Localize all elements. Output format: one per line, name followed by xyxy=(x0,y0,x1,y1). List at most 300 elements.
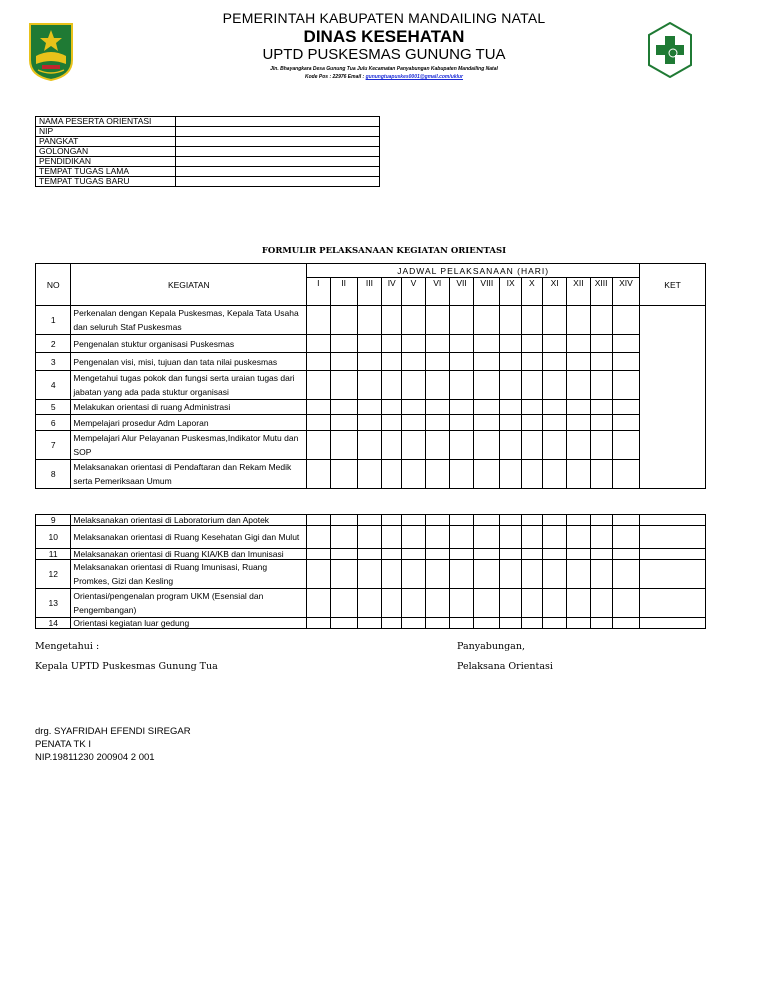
schedule-cell[interactable] xyxy=(382,306,402,335)
schedule-cell[interactable] xyxy=(402,353,425,371)
schedule-cell[interactable] xyxy=(567,526,590,549)
identity-label: NIP xyxy=(36,127,176,137)
signer-rank: PENATA TK I xyxy=(35,739,91,750)
schedule-cell[interactable] xyxy=(521,618,542,629)
activity-row xyxy=(36,515,706,526)
schedule-cell[interactable] xyxy=(474,618,500,629)
activity-name: Mengetahui tugas pokok dan fungsi serta uraian tugas dari jabatan yang ada pada stuktur organisasi xyxy=(71,371,307,400)
schedule-cell[interactable] xyxy=(474,549,500,560)
schedule-cell[interactable] xyxy=(542,400,566,415)
schedule-cell[interactable] xyxy=(612,431,639,460)
header-address: Jln. Bhayangkara Desa Gunung Tua Julu Kecamatan Panyabungan Kabupaten Mandailing Natal xyxy=(270,66,498,72)
schedule-cell[interactable] xyxy=(521,560,542,589)
email-link[interactable]: gunungtuapuskes0001@gmail.com/uklur xyxy=(365,74,463,80)
schedule-cell[interactable] xyxy=(425,589,449,618)
activity-table-part1 xyxy=(35,263,706,489)
schedule-cell[interactable] xyxy=(521,515,542,526)
schedule-cell[interactable] xyxy=(521,431,542,460)
identity-label: PENDIDIKAN xyxy=(36,157,176,167)
schedule-cell[interactable] xyxy=(402,335,425,353)
schedule-cell[interactable] xyxy=(567,618,590,629)
day-header: VII xyxy=(449,278,473,306)
schedule-cell[interactable] xyxy=(402,415,425,431)
schedule-cell[interactable] xyxy=(330,431,357,460)
schedule-cell[interactable] xyxy=(612,460,639,489)
identity-value[interactable] xyxy=(176,147,380,157)
schedule-cell[interactable] xyxy=(474,371,500,400)
schedule-cell[interactable] xyxy=(521,353,542,371)
schedule-cell[interactable] xyxy=(357,549,381,560)
schedule-cell[interactable] xyxy=(542,353,566,371)
schedule-cell[interactable] xyxy=(330,515,357,526)
activity-row xyxy=(36,431,706,460)
schedule-cell[interactable] xyxy=(357,306,381,335)
schedule-cell[interactable] xyxy=(500,618,521,629)
schedule-cell[interactable] xyxy=(542,415,566,431)
schedule-cell[interactable] xyxy=(357,371,381,400)
schedule-cell[interactable] xyxy=(307,306,330,335)
activity-no: 9 xyxy=(36,515,71,526)
schedule-cell[interactable] xyxy=(542,515,566,526)
schedule-cell[interactable] xyxy=(542,589,566,618)
schedule-cell[interactable] xyxy=(402,431,425,460)
schedule-cell[interactable] xyxy=(521,335,542,353)
schedule-cell[interactable] xyxy=(449,515,473,526)
activity-no: 4 xyxy=(36,371,71,400)
schedule-cell[interactable] xyxy=(474,560,500,589)
schedule-cell[interactable] xyxy=(425,353,449,371)
schedule-cell[interactable] xyxy=(382,460,402,489)
schedule-cell[interactable] xyxy=(382,415,402,431)
signer-name: drg. SYAFRIDAH EFENDI SIREGAR xyxy=(35,726,191,737)
schedule-cell[interactable] xyxy=(542,306,566,335)
schedule-cell[interactable] xyxy=(567,415,590,431)
activity-row xyxy=(36,560,706,589)
schedule-cell[interactable] xyxy=(330,560,357,589)
schedule-cell[interactable] xyxy=(402,618,425,629)
schedule-cell[interactable] xyxy=(307,515,330,526)
identity-label: NAMA PESERTA ORIENTASI xyxy=(36,117,176,127)
activity-row xyxy=(36,589,706,618)
schedule-cell[interactable] xyxy=(449,589,473,618)
activity-table-part2 xyxy=(35,514,706,629)
identity-row xyxy=(36,127,380,137)
schedule-cell[interactable] xyxy=(449,306,473,335)
schedule-cell[interactable] xyxy=(330,306,357,335)
activity-row xyxy=(36,526,706,549)
schedule-cell[interactable] xyxy=(382,371,402,400)
col-ket-header: KET xyxy=(640,264,706,306)
identity-label: TEMPAT TUGAS BARU xyxy=(36,177,176,187)
activity-no: 11 xyxy=(36,549,71,560)
schedule-cell[interactable] xyxy=(382,560,402,589)
schedule-cell[interactable] xyxy=(425,335,449,353)
schedule-cell[interactable] xyxy=(357,335,381,353)
header-government: PEMERINTAH KABUPATEN MANDAILING NATAL xyxy=(222,10,546,26)
schedule-cell[interactable] xyxy=(357,460,381,489)
schedule-cell[interactable] xyxy=(612,306,639,335)
schedule-cell[interactable] xyxy=(474,526,500,549)
activity-name: Pengenalan stuktur organisasi Puskesmas xyxy=(71,335,307,353)
schedule-cell[interactable] xyxy=(402,526,425,549)
schedule-cell[interactable] xyxy=(590,335,612,353)
schedule-cell[interactable] xyxy=(449,371,473,400)
schedule-cell[interactable] xyxy=(402,549,425,560)
identity-value[interactable] xyxy=(176,157,380,167)
identity-row xyxy=(36,167,380,177)
schedule-cell[interactable] xyxy=(474,589,500,618)
header-department: DINAS KESEHATAN xyxy=(303,27,465,46)
schedule-cell[interactable] xyxy=(357,589,381,618)
schedule-cell[interactable] xyxy=(425,306,449,335)
day-header: X xyxy=(521,278,542,306)
schedule-cell[interactable] xyxy=(542,335,566,353)
schedule-cell[interactable] xyxy=(449,400,473,415)
identity-value[interactable] xyxy=(176,137,380,147)
activity-row xyxy=(36,549,706,560)
activity-row xyxy=(36,400,706,415)
day-header: V xyxy=(402,278,425,306)
schedule-cell[interactable] xyxy=(612,549,639,560)
schedule-cell[interactable] xyxy=(612,400,639,415)
day-header: I xyxy=(307,278,330,306)
day-header: XI xyxy=(542,278,566,306)
schedule-cell[interactable] xyxy=(567,353,590,371)
activity-name: Melaksanakan orientasi di Laboratorium dan Apotek xyxy=(71,515,307,526)
schedule-cell[interactable] xyxy=(330,549,357,560)
schedule-cell[interactable] xyxy=(500,515,521,526)
activity-name: Mempelajari prosedur Adm Laporan xyxy=(71,415,307,431)
activity-name: Pengenalan visi, misi, tujuan dan tata nilai puskesmas xyxy=(71,353,307,371)
schedule-cell[interactable] xyxy=(500,589,521,618)
schedule-cell[interactable] xyxy=(307,549,330,560)
schedule-cell[interactable] xyxy=(521,400,542,415)
schedule-cell[interactable] xyxy=(382,515,402,526)
schedule-cell[interactable] xyxy=(449,560,473,589)
activity-no: 10 xyxy=(36,526,71,549)
day-header: III xyxy=(357,278,381,306)
schedule-cell[interactable] xyxy=(567,549,590,560)
schedule-cell[interactable] xyxy=(425,549,449,560)
schedule-cell[interactable] xyxy=(307,526,330,549)
schedule-cell[interactable] xyxy=(612,526,639,549)
schedule-cell[interactable] xyxy=(307,560,330,589)
activity-no: 12 xyxy=(36,560,71,589)
schedule-cell[interactable] xyxy=(330,589,357,618)
schedule-cell[interactable] xyxy=(425,460,449,489)
schedule-cell[interactable] xyxy=(307,618,330,629)
activity-row xyxy=(36,371,706,400)
schedule-cell[interactable] xyxy=(474,400,500,415)
schedule-cell[interactable] xyxy=(500,431,521,460)
schedule-cell[interactable] xyxy=(590,371,612,400)
schedule-cell[interactable] xyxy=(449,549,473,560)
schedule-cell[interactable] xyxy=(402,400,425,415)
day-header: IX xyxy=(500,278,521,306)
schedule-cell[interactable] xyxy=(449,335,473,353)
schedule-cell[interactable] xyxy=(449,415,473,431)
activity-name: Melaksanakan orientasi di Pendaftaran dan Rekam Medik serta Pemeriksaan Umum xyxy=(71,460,307,489)
activity-no: 2 xyxy=(36,335,71,353)
schedule-cell[interactable] xyxy=(567,560,590,589)
schedule-cell[interactable] xyxy=(382,431,402,460)
ket-cell[interactable] xyxy=(640,560,706,589)
schedule-cell[interactable] xyxy=(521,549,542,560)
header-unit: UPTD PUSKESMAS GUNUNG TUA xyxy=(262,46,506,63)
schedule-cell[interactable] xyxy=(612,618,639,629)
schedule-cell[interactable] xyxy=(567,460,590,489)
schedule-cell[interactable] xyxy=(449,526,473,549)
schedule-cell[interactable] xyxy=(402,306,425,335)
activity-no: 14 xyxy=(36,618,71,629)
activity-name: Orientasi kegiatan luar gedung xyxy=(71,618,307,629)
identity-row xyxy=(36,157,380,167)
day-header: IV xyxy=(382,278,402,306)
schedule-cell[interactable] xyxy=(590,560,612,589)
schedule-cell[interactable] xyxy=(330,335,357,353)
schedule-cell[interactable] xyxy=(449,353,473,371)
ket-cell[interactable] xyxy=(640,589,706,618)
activity-row xyxy=(36,460,706,489)
schedule-cell[interactable] xyxy=(425,618,449,629)
ket-cell[interactable] xyxy=(640,618,706,629)
day-header: XIII xyxy=(590,278,612,306)
signer-nip: NIP.19811230 200904 2 001 xyxy=(35,752,155,763)
activity-no: 7 xyxy=(36,431,71,460)
schedule-cell[interactable] xyxy=(330,371,357,400)
schedule-cell[interactable] xyxy=(567,515,590,526)
activity-no: 3 xyxy=(36,353,71,371)
schedule-cell[interactable] xyxy=(612,371,639,400)
activity-row xyxy=(36,335,706,353)
schedule-cell[interactable] xyxy=(590,400,612,415)
sign-right-title: Pelaksana Orientasi xyxy=(457,661,553,672)
schedule-cell[interactable] xyxy=(425,526,449,549)
schedule-cell[interactable] xyxy=(500,400,521,415)
activity-row xyxy=(36,618,706,629)
identity-table xyxy=(35,116,380,187)
schedule-cell[interactable] xyxy=(307,400,330,415)
schedule-cell[interactable] xyxy=(330,400,357,415)
schedule-cell[interactable] xyxy=(357,415,381,431)
schedule-cell[interactable] xyxy=(521,415,542,431)
schedule-cell[interactable] xyxy=(590,549,612,560)
schedule-cell[interactable] xyxy=(382,335,402,353)
activity-no: 13 xyxy=(36,589,71,618)
schedule-cell[interactable] xyxy=(402,460,425,489)
schedule-cell[interactable] xyxy=(425,431,449,460)
schedule-cell[interactable] xyxy=(474,306,500,335)
schedule-cell[interactable] xyxy=(521,589,542,618)
activity-name: Orientasi/pengenalan program UKM (Esensial dan Pengembangan) xyxy=(71,589,307,618)
schedule-cell[interactable] xyxy=(402,560,425,589)
identity-label: GOLONGAN xyxy=(36,147,176,157)
schedule-cell[interactable] xyxy=(567,400,590,415)
schedule-cell[interactable] xyxy=(590,431,612,460)
activity-no: 6 xyxy=(36,415,71,431)
schedule-cell[interactable] xyxy=(567,335,590,353)
schedule-cell[interactable] xyxy=(474,335,500,353)
activity-name: Melaksanakan orientasi di Ruang Imunisasi, Ruang Promkes, Gizi dan Kesling xyxy=(71,560,307,589)
schedule-cell[interactable] xyxy=(307,415,330,431)
activity-name: Perkenalan dengan Kepala Puskesmas, Kepala Tata Usaha dan seluruh Staf Puskesmas xyxy=(71,306,307,335)
schedule-cell[interactable] xyxy=(590,515,612,526)
schedule-cell[interactable] xyxy=(449,618,473,629)
schedule-cell[interactable] xyxy=(612,589,639,618)
col-jadwal-header: JADWAL PELAKSANAAN (HARI) xyxy=(307,264,640,278)
schedule-cell[interactable] xyxy=(612,415,639,431)
col-kegiatan-header: KEGIATAN xyxy=(71,264,307,306)
activity-name: Mempelajari Alur Pelayanan Puskesmas,Indikator Mutu dan SOP xyxy=(71,431,307,460)
identity-label: PANGKAT xyxy=(36,137,176,147)
schedule-cell[interactable] xyxy=(567,589,590,618)
schedule-cell[interactable] xyxy=(612,335,639,353)
form-title: FORMULIR PELAKSANAAN KEGIATAN ORIENTASI xyxy=(261,246,507,256)
schedule-cell[interactable] xyxy=(307,431,330,460)
schedule-cell[interactable] xyxy=(590,460,612,489)
schedule-cell[interactable] xyxy=(402,589,425,618)
schedule-cell[interactable] xyxy=(307,460,330,489)
activity-name: Melaksanakan orientasi di Ruang Kesehatan Gigi dan Mulut xyxy=(71,526,307,549)
schedule-cell[interactable] xyxy=(382,589,402,618)
schedule-cell[interactable] xyxy=(500,335,521,353)
schedule-cell[interactable] xyxy=(330,415,357,431)
schedule-cell[interactable] xyxy=(474,431,500,460)
schedule-cell[interactable] xyxy=(567,306,590,335)
schedule-cell[interactable] xyxy=(449,431,473,460)
sign-left-title: Kepala UPTD Puskesmas Gunung Tua xyxy=(35,661,218,672)
day-header: XIV xyxy=(612,278,639,306)
schedule-cell[interactable] xyxy=(542,526,566,549)
sign-right-label: Panyabungan, xyxy=(457,641,525,652)
schedule-cell[interactable] xyxy=(382,353,402,371)
schedule-cell[interactable] xyxy=(612,515,639,526)
schedule-cell[interactable] xyxy=(500,371,521,400)
schedule-cell[interactable] xyxy=(425,371,449,400)
identity-value[interactable] xyxy=(176,167,380,177)
schedule-cell[interactable] xyxy=(612,560,639,589)
day-header: XII xyxy=(567,278,590,306)
day-header: VI xyxy=(425,278,449,306)
schedule-cell[interactable] xyxy=(474,460,500,489)
schedule-cell[interactable] xyxy=(425,560,449,589)
schedule-cell[interactable] xyxy=(357,400,381,415)
schedule-cell[interactable] xyxy=(542,560,566,589)
schedule-cell[interactable] xyxy=(500,526,521,549)
schedule-cell[interactable] xyxy=(382,618,402,629)
schedule-cell[interactable] xyxy=(542,549,566,560)
schedule-cell[interactable] xyxy=(357,526,381,549)
schedule-cell[interactable] xyxy=(402,371,425,400)
schedule-cell[interactable] xyxy=(590,618,612,629)
activity-no: 1 xyxy=(36,306,71,335)
schedule-cell[interactable] xyxy=(542,618,566,629)
identity-label: TEMPAT TUGAS LAMA xyxy=(36,167,176,177)
schedule-cell[interactable] xyxy=(521,371,542,400)
schedule-cell[interactable] xyxy=(590,415,612,431)
day-header: II xyxy=(330,278,357,306)
schedule-cell[interactable] xyxy=(357,560,381,589)
schedule-cell[interactable] xyxy=(330,353,357,371)
schedule-cell[interactable] xyxy=(425,515,449,526)
day-header: VIII xyxy=(474,278,500,306)
schedule-cell[interactable] xyxy=(357,618,381,629)
activity-no: 8 xyxy=(36,460,71,489)
col-no-header: NO xyxy=(36,264,71,306)
schedule-cell[interactable] xyxy=(330,618,357,629)
schedule-cell[interactable] xyxy=(357,431,381,460)
activity-name: Melakukan orientasi di ruang Administrasi xyxy=(71,400,307,415)
schedule-cell[interactable] xyxy=(500,549,521,560)
schedule-cell[interactable] xyxy=(500,560,521,589)
schedule-cell[interactable] xyxy=(382,526,402,549)
schedule-cell[interactable] xyxy=(474,353,500,371)
schedule-cell[interactable] xyxy=(425,415,449,431)
sign-left-label: Mengetahui : xyxy=(35,641,100,652)
schedule-cell[interactable] xyxy=(542,460,566,489)
schedule-cell[interactable] xyxy=(590,306,612,335)
schedule-cell[interactable] xyxy=(307,589,330,618)
schedule-cell[interactable] xyxy=(382,549,402,560)
ket-cell[interactable] xyxy=(640,515,706,526)
identity-row xyxy=(36,117,380,127)
activity-name: Melaksanakan orientasi di Ruang KIA/KB dan Imunisasi xyxy=(71,549,307,560)
activity-no: 5 xyxy=(36,400,71,415)
schedule-cell[interactable] xyxy=(612,353,639,371)
ket-cell[interactable] xyxy=(640,306,706,489)
schedule-cell[interactable] xyxy=(474,415,500,431)
schedule-cell[interactable] xyxy=(425,400,449,415)
schedule-cell[interactable] xyxy=(307,371,330,400)
schedule-cell[interactable] xyxy=(307,335,330,353)
activity-row xyxy=(36,306,706,335)
schedule-cell[interactable] xyxy=(542,371,566,400)
schedule-cell[interactable] xyxy=(402,515,425,526)
schedule-cell[interactable] xyxy=(474,515,500,526)
schedule-cell[interactable] xyxy=(500,306,521,335)
schedule-cell[interactable] xyxy=(521,526,542,549)
schedule-cell[interactable] xyxy=(590,589,612,618)
schedule-cell[interactable] xyxy=(307,353,330,371)
schedule-cell[interactable] xyxy=(449,460,473,489)
ket-cell[interactable] xyxy=(640,549,706,560)
ket-cell[interactable] xyxy=(640,526,706,549)
schedule-cell[interactable] xyxy=(521,306,542,335)
schedule-cell[interactable] xyxy=(500,353,521,371)
schedule-cell[interactable] xyxy=(357,515,381,526)
identity-value[interactable] xyxy=(176,117,380,127)
schedule-cell[interactable] xyxy=(330,460,357,489)
schedule-cell[interactable] xyxy=(567,431,590,460)
schedule-cell[interactable] xyxy=(500,415,521,431)
schedule-cell[interactable] xyxy=(542,431,566,460)
schedule-cell[interactable] xyxy=(521,460,542,489)
schedule-cell[interactable] xyxy=(357,353,381,371)
schedule-cell[interactable] xyxy=(500,460,521,489)
identity-row xyxy=(36,137,380,147)
schedule-cell[interactable] xyxy=(590,526,612,549)
activity-row xyxy=(36,353,706,371)
schedule-cell[interactable] xyxy=(567,371,590,400)
schedule-cell[interactable] xyxy=(590,353,612,371)
identity-row xyxy=(36,177,380,187)
identity-value[interactable] xyxy=(176,127,380,137)
identity-value[interactable] xyxy=(176,177,380,187)
identity-row xyxy=(36,147,380,157)
schedule-cell[interactable] xyxy=(382,400,402,415)
schedule-cell[interactable] xyxy=(330,526,357,549)
header-contact xyxy=(0,74,768,80)
